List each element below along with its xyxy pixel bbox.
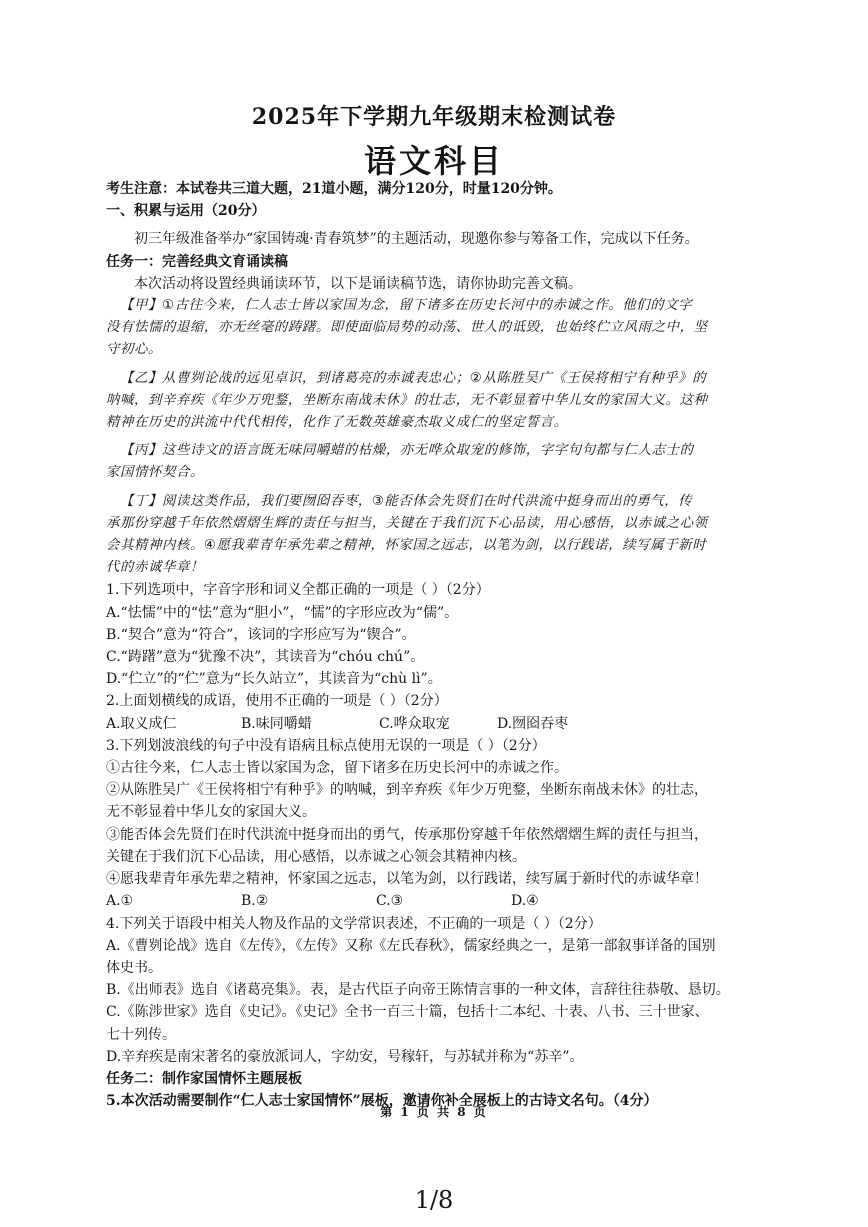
q4-line: 七十列传。 xyxy=(106,1026,176,1043)
task1-title: 任务一：完善经典文育诵读稿 xyxy=(106,253,288,270)
q4-line: A.《曹刿论战》选自《左传》，《左传》又称《左氏春秋》，儒家经典之一，是第一部叙事详备的国别 xyxy=(106,937,716,954)
exam-notice: 考生注意：本试卷共三道大题，21道小题，满分120分，时量120分钟。 xyxy=(106,181,562,197)
q3-line: 关键在于我们沉下心品读，用心感悟，以赤诚之心领会其精神内核。 xyxy=(106,848,526,865)
q3-line: 无不彰显着中华儿女的家国大义。 xyxy=(106,804,316,821)
q2-option: A.取义成仁 xyxy=(106,715,177,732)
subject-title: 语文科目 xyxy=(363,142,504,180)
q5-stem: 5.本次活动需要制作“仁人志士家国情怀”展板，邀请你补全展板上的古诗文名句。（4分） xyxy=(106,1093,658,1110)
q2-option: C.哗众取宠 xyxy=(379,715,450,732)
task2-title: 任务二：制作家国情怀主题展板 xyxy=(106,1070,302,1087)
q3-option: C.③ xyxy=(376,893,404,910)
activity-intro: 初三年级准备举办“家国铸魂·青春筑梦”的主题活动，现邀你参与筹备工作，完成以下任务。 xyxy=(134,231,699,248)
q1-option: C.“踌躇”意为“犹豫不决”，其读音为“chóu chú”。 xyxy=(106,649,425,666)
exam-body xyxy=(106,178,766,1112)
q3-line: ①古往今来，仁人志士皆以家国为念，留下诸多在历史长河中的赤诚之作。 xyxy=(106,760,568,777)
page-footer: 第 1 页 共 8 页 xyxy=(380,1105,488,1119)
q4-line: D.辛弃疾是南宋著名的豪放派词人，字幼安，号稼轩，与苏轼并称为“苏辛”。 xyxy=(106,1048,584,1065)
exam-title: 2025年下学期九年级期末检测试卷 xyxy=(251,104,617,130)
q2-stem: 2.上面划横线的成语，使用不正确的一项是（ ）（2分） xyxy=(106,693,448,710)
passage-ding-line: 【丁】阅读这类作品，我们要囫囵吞枣，③能否体会先贤们在时代洪流中挺身而出的勇气，传 xyxy=(120,493,693,509)
q3-line: ②从陈胜吴广《王侯将相宁有种乎》的呐喊，到辛弃疾《年少万兜鍪，坐断东南战未休》的壮志， xyxy=(106,782,708,799)
passage-yi-line: 【乙】从曹刿论战的远见卓识，到诸葛亮的赤诚表忠心；②从陈胜吴广《王侯将相宁有种乎》的 xyxy=(120,370,707,386)
passage-jia-line: 【甲】①古往今来，仁人志士皆以家国为念，留下诸多在历史长河中的赤诚之作。他们的文字 xyxy=(120,298,693,314)
passage-yi-line: 呐喊，到辛弃疾《年少万兜鍪，坐断东南战未休》的壮志，无不彰显着中华儿女的家国大义。这种 xyxy=(106,392,708,408)
section-heading: 一、积累与运用（20分） xyxy=(106,203,266,220)
passage-ding-line: 承那份穿越千年依然熠熠生辉的责任与担当，关键在于我们沉下心品读，用心感悟，以赤诚之心领 xyxy=(106,515,708,531)
passage-jia-line: 守初心。 xyxy=(106,342,162,358)
q4-line: 体史书。 xyxy=(106,959,162,976)
task1-desc: 本次活动将设置经典诵读环节，以下是诵读稿节选，请你协助完善文稿。 xyxy=(134,275,582,292)
q3-option: A.① xyxy=(106,893,134,910)
q3-line: ③能否体会先贤们在时代洪流中挺身而出的勇气，传承那份穿越千年依然熠熠生辉的责任与担当， xyxy=(106,826,708,843)
page-indicator: 1/8 xyxy=(414,1186,454,1214)
q1-option: D.“伫立”的“伫”意为“长久站立”，其读音为“chù lì”。 xyxy=(106,671,442,688)
q3-option: D.④ xyxy=(511,893,539,910)
q3-options xyxy=(106,890,766,912)
passage-bing-line: 【丙】这些诗文的语言既无味同嚼蜡的枯燥，亦无哗众取宠的修饰，字字句句都与仁人志士的 xyxy=(120,443,694,459)
q1-stem: 1.下列选项中，字音字形和词义全都正确的一项是（ ）（2分） xyxy=(106,582,490,599)
q3-option: B.② xyxy=(241,893,269,910)
passage-yi-line: 精神在历史的洪流中代代相传，化作了无数英雄豪杰取义成仁的坚定誓言。 xyxy=(106,415,568,431)
passage-ding-line: 代的赤诚华章！ xyxy=(106,560,204,576)
q3-stem: 3.下列划波浪线的句子中没有语病且标点使用无误的一项是（ ）（2分） xyxy=(106,737,546,754)
q3-line: ④愿我辈青年承先辈之精神，怀家国之远志，以笔为剑，以行践诺，续写属于新时代的赤诚华章！ xyxy=(106,871,708,888)
q1-option: B.“契合”意为“符合”，该词的字形应写为“锲合”。 xyxy=(106,626,416,643)
q1-option: A.“怯懦”中的“怯”意为“胆小”，“懦”的字形应改为“儒”。 xyxy=(106,604,459,621)
q2-option: D.囫囵吞枣 xyxy=(497,715,569,732)
passage-jia-line: 没有怯懦的退缩，亦无丝毫的踌躇。即使面临局势的动荡、世人的诋毁，也始终伫立风雨之中，坚 xyxy=(106,320,708,336)
q4-line: B.《出师表》选自《诸葛亮集》。表，是古代臣子向帝王陈情言事的一种文体，言辞往往恭敬、恳切。 xyxy=(106,982,730,999)
q4-line: C.《陈涉世家》选自《史记》。《史记》全书一百三十篇，包括十二本纪、十表、八书、三十世家、 xyxy=(106,1004,709,1021)
q2-option: B.味同嚼蜡 xyxy=(241,715,312,732)
q2-options xyxy=(106,713,766,735)
passage-ding-line: 会其精神内核。④愿我辈青年承先辈之精神，怀家国之远志，以笔为剑，以行践诺，续写属于新时 xyxy=(106,538,707,554)
q4-stem: 4.下列关于语段中相关人物及作品的文学常识表述，不正确的一项是（ ）（2分） xyxy=(106,915,602,932)
passage-bing-line: 家国情怀契合。 xyxy=(106,465,204,481)
